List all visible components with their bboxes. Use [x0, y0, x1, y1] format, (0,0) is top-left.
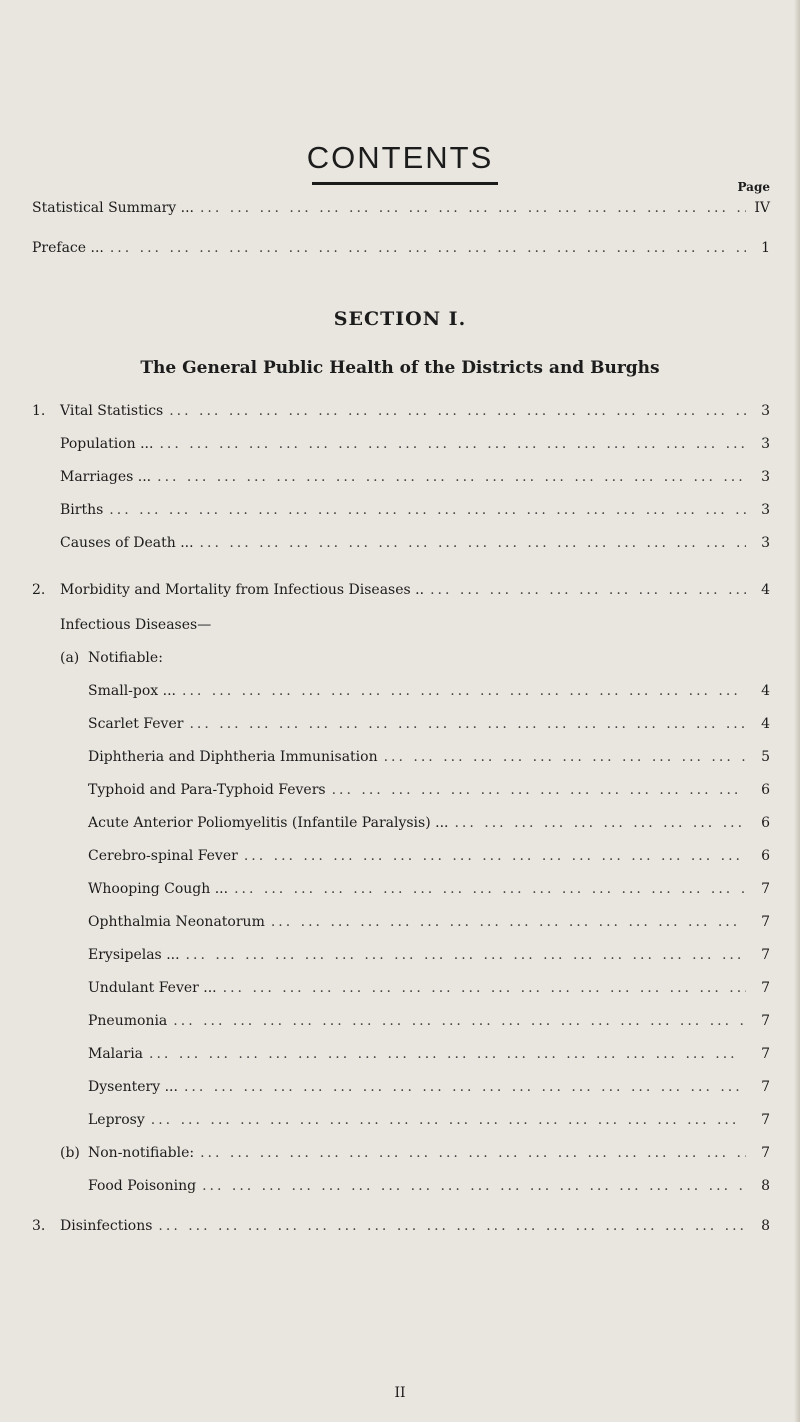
toc-label: Cerebro-spinal Fever	[88, 848, 238, 864]
toc-page: 7	[761, 914, 770, 930]
toc-label: Food Poisoning	[88, 1178, 197, 1194]
toc-label: Preface ...	[32, 240, 104, 256]
toc-label: Erysipelas ...	[88, 947, 180, 963]
title-underline	[312, 182, 498, 185]
toc-label: Diphtheria and Diphtheria Immunisation	[88, 749, 378, 765]
toc-entry-preface[interactable]	[32, 240, 770, 260]
toc-page: 7	[761, 947, 770, 963]
toc-page: 4	[761, 716, 770, 732]
toc-label: Undulant Fever ...	[88, 980, 217, 996]
toc-entry-smallpox[interactable]	[88, 683, 770, 703]
toc-label: Dysentery ...	[88, 1079, 178, 1095]
toc-page: 8	[761, 1218, 770, 1234]
infectious-diseases-heading: Infectious Diseases—	[60, 617, 212, 633]
toc-page: 4	[761, 683, 770, 699]
toc-entry-births[interactable]	[60, 502, 770, 522]
toc-page: 3	[761, 502, 770, 518]
toc-label: Statistical Summary ...	[32, 200, 194, 216]
toc-label: Pneumonia	[88, 1013, 168, 1029]
toc-label: Marriages ...	[60, 469, 152, 485]
toc-label: Notifiable:	[88, 650, 163, 666]
toc-label: Morbidity and Mortality from Infectious Diseases ..	[60, 582, 425, 598]
toc-entry-dysentery[interactable]	[88, 1079, 770, 1099]
toc-number: 2.	[32, 582, 46, 598]
toc-page: 8	[761, 1178, 770, 1194]
toc-label: Births	[60, 502, 104, 518]
toc-label: Disinfections	[60, 1218, 153, 1234]
toc-entry-diphtheria[interactable]	[88, 749, 770, 769]
toc-entry-typhoid[interactable]	[88, 782, 770, 802]
toc-page: 3	[761, 436, 770, 452]
toc-entry-undulant-fever[interactable]	[88, 980, 770, 1000]
toc-marker: (b)	[60, 1145, 80, 1161]
toc-entry-non-notifiable[interactable]	[60, 1145, 770, 1165]
toc-page: 6	[761, 848, 770, 864]
toc-label: Typhoid and Para-Typhoid Fevers	[88, 782, 326, 798]
toc-label: Causes of Death ...	[60, 535, 194, 551]
toc-entry-poliomyelitis[interactable]	[88, 815, 770, 835]
toc-page: 7	[761, 1145, 770, 1161]
toc-entry-cerebro-spinal-fever[interactable]	[88, 848, 770, 868]
toc-page: 7	[761, 1013, 770, 1029]
toc-label: Malaria	[88, 1046, 144, 1062]
toc-page: 7	[761, 881, 770, 897]
toc-entry-pneumonia[interactable]	[88, 1013, 770, 1033]
toc-page: 7	[761, 1079, 770, 1095]
toc-entry-malaria[interactable]	[88, 1046, 770, 1066]
page-edge-shadow	[794, 0, 800, 1422]
toc-page: 3	[761, 403, 770, 419]
toc-label: Scarlet Fever	[88, 716, 184, 732]
toc-label: Acute Anterior Poliomyelitis (Infantile Paralysis) ...	[88, 815, 449, 831]
toc-entry-scarlet-fever[interactable]	[88, 716, 770, 736]
toc-label: Small-pox ...	[88, 683, 176, 699]
toc-label: Leprosy	[88, 1112, 145, 1128]
page-column-header: Page	[737, 180, 770, 194]
toc-page: 7	[761, 1046, 770, 1062]
page-title: CONTENTS	[306, 140, 494, 175]
toc-page: 1	[761, 240, 770, 256]
toc-page: 7	[761, 980, 770, 996]
section-title: SECTION I.	[333, 308, 467, 330]
toc-page: 6	[761, 782, 770, 798]
page-number: II	[394, 1385, 406, 1401]
toc-page: 3	[761, 535, 770, 551]
toc-label: Non-notifiable:	[88, 1145, 195, 1161]
toc-entry-disinfections[interactable]	[32, 1218, 770, 1238]
toc-label: Vital Statistics	[60, 403, 164, 419]
toc-entry-erysipelas[interactable]	[88, 947, 770, 967]
toc-page: 4	[761, 582, 770, 598]
toc-label: Whooping Cough ...	[88, 881, 229, 897]
toc-entry-leprosy[interactable]	[88, 1112, 770, 1132]
toc-entry-morbidity[interactable]	[32, 582, 770, 602]
toc-entry-food-poisoning[interactable]	[88, 1178, 770, 1198]
toc-entry-whooping-cough[interactable]	[88, 881, 770, 901]
toc-entry-marriages[interactable]	[60, 469, 770, 489]
toc-label: Population ...	[60, 436, 154, 452]
toc-label: Ophthalmia Neonatorum	[88, 914, 265, 930]
notifiable-heading	[60, 650, 163, 666]
toc-entry-statistical-summary[interactable]	[32, 200, 770, 220]
toc-entry-population[interactable]	[60, 436, 770, 456]
toc-page: 3	[761, 469, 770, 485]
toc-page: 7	[761, 1112, 770, 1128]
toc-number: 3.	[32, 1218, 46, 1234]
toc-entry-ophthalmia-neonatorum[interactable]	[88, 914, 770, 934]
toc-marker: (a)	[60, 650, 80, 666]
toc-number: 1.	[32, 403, 46, 419]
toc-page: 5	[761, 749, 770, 765]
section-subtitle: The General Public Health of the Districts and Burghs	[140, 358, 660, 378]
toc-page: 6	[761, 815, 770, 831]
toc-entry-vital-statistics[interactable]	[32, 403, 770, 423]
toc-entry-causes-of-death[interactable]	[60, 535, 770, 555]
toc-page: IV	[754, 200, 770, 216]
